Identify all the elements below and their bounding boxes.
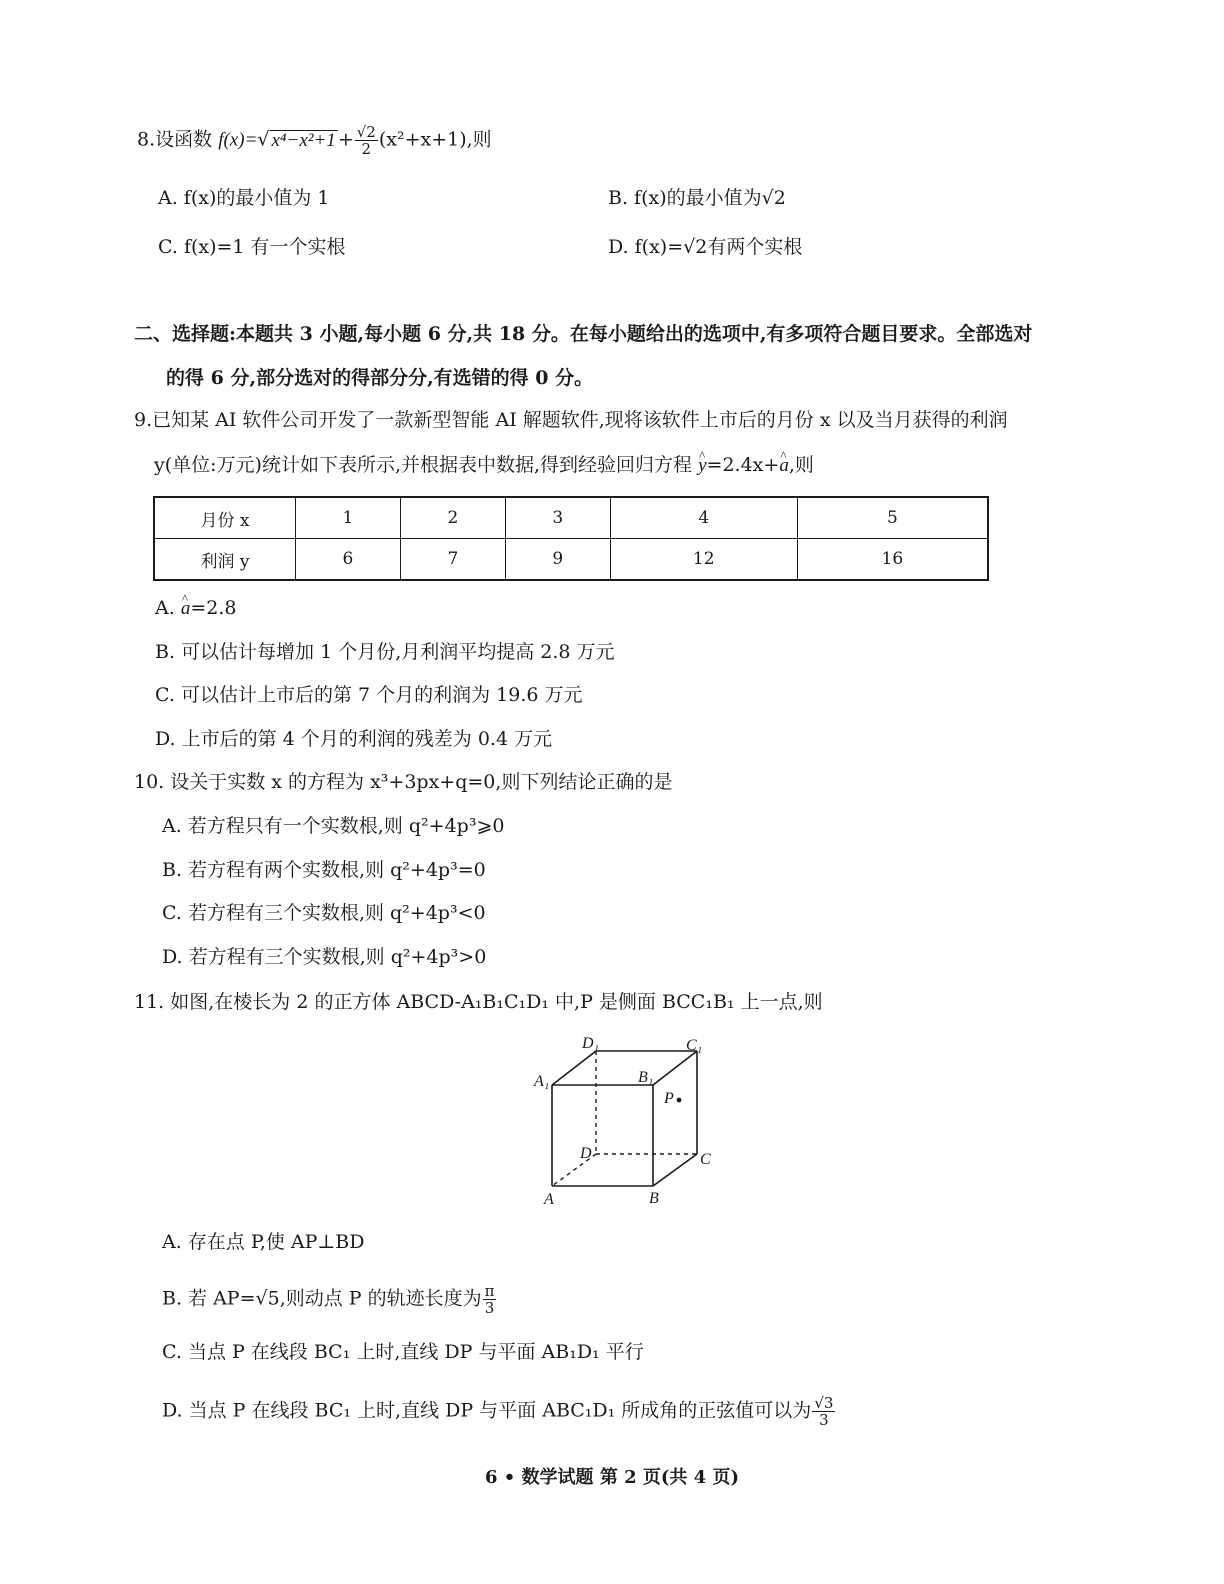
table-cell: 1	[296, 497, 401, 539]
table-cell: 16	[797, 539, 988, 581]
q8-stem-text: 设函数	[155, 128, 213, 151]
table-cell: 6	[296, 539, 401, 581]
q11-option-b-text: B. 若 AP=√5,则动点 P 的轨迹长度为	[162, 1287, 482, 1310]
table-cell: 2	[400, 497, 505, 539]
q11-option-d-fraction	[812, 1395, 835, 1428]
q9-option-d: D. 上市后的第 4 个月的利润的残差为 0.4 万元	[155, 728, 553, 750]
q9-option-a	[155, 594, 236, 623]
table-cell: 4	[610, 497, 797, 539]
q11-option-d-text: D. 当点 P 在线段 BC₁ 上时,直线 DP 与平面 ABC₁D₁ 所成角的正弦值可以为	[162, 1399, 812, 1422]
q11-option-b-num: π	[484, 1282, 495, 1300]
label-b1: B₁	[638, 1069, 654, 1086]
q9-stem-end: ,则	[788, 454, 814, 476]
table-cell: 9	[505, 539, 610, 581]
q9-stem-line2	[154, 451, 814, 480]
q10-option-d: D. 若方程有三个实数根,则 q²+4p³>0	[162, 946, 487, 968]
point-p-dot	[677, 1098, 682, 1103]
q9-option-a-value: =2.8	[190, 597, 237, 619]
label-d1: D₁	[582, 1035, 600, 1052]
q11-option-d-den: 3	[819, 1411, 829, 1429]
q8-fraction	[355, 124, 378, 157]
label-a1: A₁	[534, 1073, 550, 1090]
q11-option-b	[162, 1283, 497, 1316]
q8-number: 8.	[137, 128, 156, 151]
q8-option-b: B. f(x)的最小值为√2	[608, 187, 786, 209]
q11-option-a: A. 存在点 P,使 AP⊥BD	[162, 1231, 365, 1253]
q9-option-a-label: A.	[155, 597, 175, 619]
q8-frac-num: √2	[356, 123, 376, 141]
cube-figure	[520, 1030, 720, 1210]
q8-option-d: D. f(x)=√2有两个实根	[608, 236, 803, 258]
q11-stem: 11. 如图,在棱长为 2 的正方体 ABCD-A₁B₁C₁D₁ 中,P 是侧面 BCC₁B₁ 上一点,则	[134, 991, 823, 1013]
q9-y-hat: ^ y	[698, 452, 706, 480]
q8-radicand: x⁴−x²+1	[271, 129, 336, 151]
section2-line2: 的得 6 分,部分选对的得部分分,有选错的得 0 分。	[166, 367, 594, 389]
label-b: B	[649, 1190, 659, 1207]
table-row	[154, 497, 988, 539]
q9-stem-line1: 9.已知某 AI 软件公司开发了一款新型智能 AI 解题软件,现将该软件上市后的月份 x 以及当月获得的利润	[134, 409, 1008, 431]
q9-equation: =2.4x+	[706, 454, 780, 476]
table-cell: 5	[797, 497, 988, 539]
q11-option-d	[162, 1395, 836, 1428]
page-footer: 6 • 数学试题 第 2 页(共 4 页)	[485, 1467, 739, 1488]
q10-option-a: A. 若方程只有一个实数根,则 q²+4p³⩾0	[162, 815, 505, 837]
label-c1: C₁	[686, 1037, 703, 1054]
q10-option-b: B. 若方程有两个实数根,则 q²+4p³=0	[162, 859, 486, 881]
q8-plus: +	[337, 128, 354, 151]
table-cell: 12	[610, 539, 797, 581]
q8-stem: 8.设函数 f(x)=√ x⁴−x²+1 + $\frac{√2}{2}$ (x²+x+1),则	[137, 123, 492, 158]
table-row	[154, 539, 988, 581]
q11-option-b-fraction	[483, 1283, 497, 1316]
q9-a-hat: ^ a	[779, 452, 789, 480]
q9-option-b: B. 可以估计每增加 1 个月份,月利润平均提高 2.8 万元	[155, 641, 615, 663]
q9-option-a-var: ^ a	[181, 595, 191, 623]
q8-function: f(x)=	[218, 129, 258, 151]
q9-option-c: C. 可以估计上市后的第 7 个月的利润为 19.6 万元	[155, 684, 583, 706]
label-c: C	[700, 1151, 711, 1168]
q9-stem-line2-text: y(单位:万元)统计如下表所示,并根据表中数据,得到经验回归方程	[154, 454, 693, 476]
table-cell: 7	[400, 539, 505, 581]
q8-option-c: C. f(x)=1 有一个实根	[158, 236, 346, 258]
table-head-month: 月份 x	[154, 497, 296, 539]
q8-option-a: A. f(x)的最小值为 1	[158, 187, 330, 209]
label-a: A	[544, 1191, 554, 1208]
q9-data-table	[153, 496, 989, 581]
table-head-profit: 利润 y	[154, 539, 296, 581]
q10-option-c: C. 若方程有三个实数根,则 q²+4p³<0	[162, 902, 486, 924]
label-d: D	[580, 1145, 592, 1162]
q8-frac-den: 2	[361, 140, 372, 158]
q11-option-c: C. 当点 P 在线段 BC₁ 上时,直线 DP 与平面 AB₁D₁ 平行	[162, 1341, 644, 1363]
table-cell: 3	[505, 497, 610, 539]
q10-stem: 10. 设关于实数 x 的方程为 x³+3px+q=0,则下列结论正确的是	[134, 771, 673, 793]
q8-tail: (x²+x+1),则	[378, 128, 492, 151]
q11-option-b-den: 3	[484, 1299, 495, 1317]
section2-line1: 二、选择题:本题共 3 小题,每小题 6 分,共 18 分。在每小题给出的选项中,有多项符合题目要求。全部选对	[134, 323, 1033, 345]
label-p: P	[664, 1090, 674, 1107]
q11-option-d-num: √3	[814, 1394, 834, 1412]
